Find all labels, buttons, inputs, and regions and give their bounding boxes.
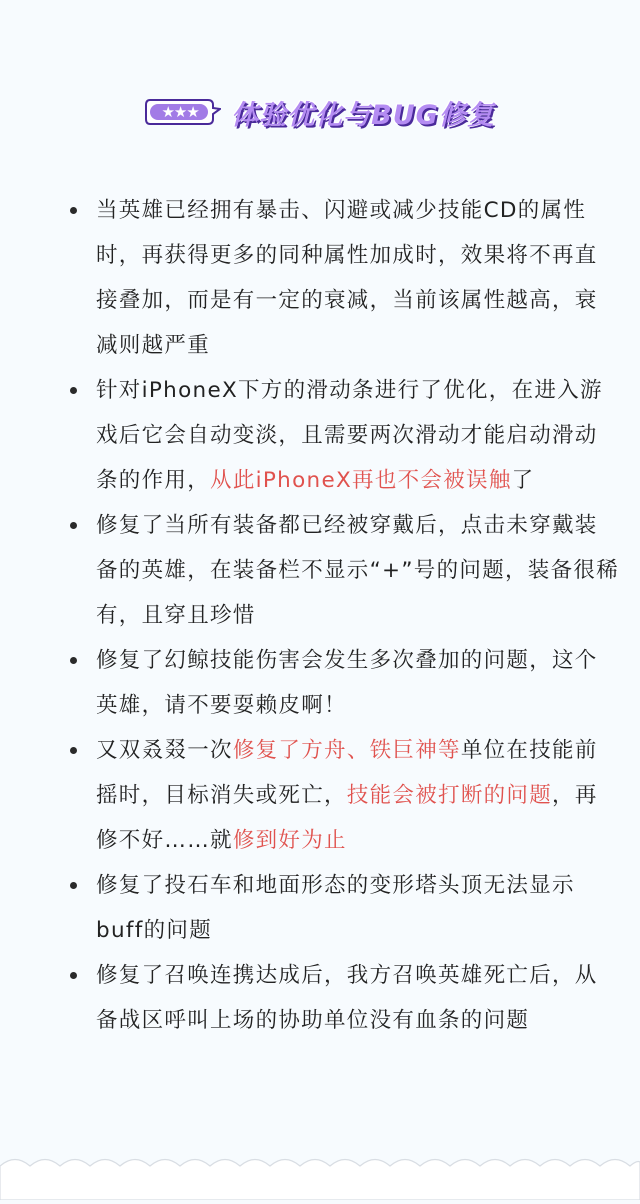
item-text: 当英雄已经拥有暴击、闪避或减少技能CD的属性时，再获得更多的同种属性加成时，效果将不再直接叠加，而是有一定的衰减，当前该属性越高，衰减则越严重 (96, 198, 598, 358)
item-text: 修复了投石车和地面形态的变形塔头顶无法显示buff的问题 (96, 873, 575, 943)
scalloped-edge (0, 1150, 640, 1200)
list-item (60, 863, 620, 953)
bullet-icon (70, 972, 77, 979)
section-header (0, 92, 640, 132)
section-title: 体验优化与BUG修复 (231, 99, 495, 131)
item-text: 针对iPhoneX下方的滑动条进行了优化，在进入游戏后它会自动变淡，且需要两次滑动才能启动滑动条的作用， (96, 378, 603, 493)
item-text: 修复了召唤连携达成后，我方召唤英雄死亡后，从备战区呼叫上场的协助单位没有血条的问题 (96, 963, 598, 1033)
item-text: 修复了幻鲸技能伤害会发生多次叠加的问题，这个英雄，请不要耍赖皮啊！ (96, 648, 598, 718)
list-item (60, 368, 620, 503)
item-text: 了 (511, 468, 535, 493)
list-item (60, 503, 620, 638)
item-text: 单位在技能前摇时，目标消失或死亡， (96, 738, 598, 808)
highlight-text: 修复了方舟、铁巨神等 (232, 738, 461, 763)
list-item (60, 728, 620, 863)
bullet-icon (70, 657, 77, 664)
star-badge (145, 97, 221, 127)
bullet-icon (70, 882, 77, 889)
highlight-text: 修到好为止 (232, 828, 347, 853)
item-text: 修复了当所有装备都已经被穿戴后，点击未穿戴装备的英雄，在装备栏不显示“+”号的问题，装备很稀有，且穿且珍惜 (96, 513, 619, 628)
bullet-icon (70, 387, 77, 394)
highlight-text: 从此iPhoneX再也不会被误触 (210, 468, 512, 493)
bullet-icon (70, 522, 77, 529)
item-text: ，再修不好……就 (96, 783, 598, 853)
list-item (60, 638, 620, 728)
changelog-list (60, 188, 620, 1043)
star-rating: ★★★ (161, 103, 199, 121)
bullet-icon (70, 747, 77, 754)
bullet-icon (70, 207, 77, 214)
highlight-text: 技能会被打断的问题 (346, 783, 553, 808)
list-item (60, 188, 620, 368)
item-text: 又双叒叕一次 (96, 738, 233, 763)
list-item (60, 953, 620, 1043)
scalloped-footer (0, 1150, 640, 1200)
